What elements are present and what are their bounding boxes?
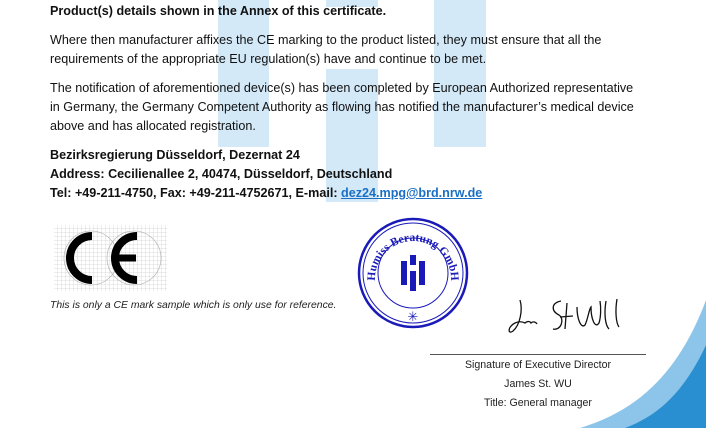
- paragraph-line: above and has allocated registration.: [50, 119, 256, 133]
- paragraph-line: The notification of aforementioned device(s) has been completed by European Authorized representative: [50, 81, 634, 95]
- watermark-bar: [434, 0, 486, 147]
- authority-address: Address: Cecilienallee 2, 40474, Düsseldorf, Deutschland: [50, 167, 393, 181]
- email-link[interactable]: dez24.mpg@brd.nrw.de: [341, 186, 483, 200]
- ce-mark-caption: This is only a CE mark sample which is only use for reference.: [50, 300, 337, 311]
- svg-text:✳: ✳: [407, 310, 419, 325]
- authority-contact: [50, 184, 482, 203]
- signature-line: [430, 354, 646, 355]
- authority-name: Bezirksregierung Düsseldorf, Dezernat 24: [50, 148, 300, 162]
- signature-label: Signature of Executive Director: [464, 359, 612, 371]
- paragraph-line: Where then manufacturer affixes the CE marking to the product listed, they must ensure that all the: [50, 33, 602, 47]
- ce-mark-logo: [54, 225, 167, 291]
- signatory-title: Title: General manager: [484, 397, 592, 409]
- annex-note: Product(s) details shown in the Annex of this certificate.: [50, 4, 387, 18]
- contact-text: Tel: +49-211-4750, Fax: +49-211-4752671, E-mail:: [50, 186, 342, 200]
- paragraph-line: in Germany, the Germany Competent Authority as flowing has notified the manufacturer’s medical device: [50, 100, 634, 114]
- svg-text:Humiss Beratung GmbH: Humiss Beratung GmbH: [365, 231, 461, 282]
- paragraph-line: requirements of the appropriate EU regulation(s) have and continue to be met.: [50, 52, 487, 66]
- handwritten-signature: [505, 295, 625, 340]
- signatory-name: James St. WU: [504, 378, 572, 390]
- company-stamp: [357, 217, 469, 329]
